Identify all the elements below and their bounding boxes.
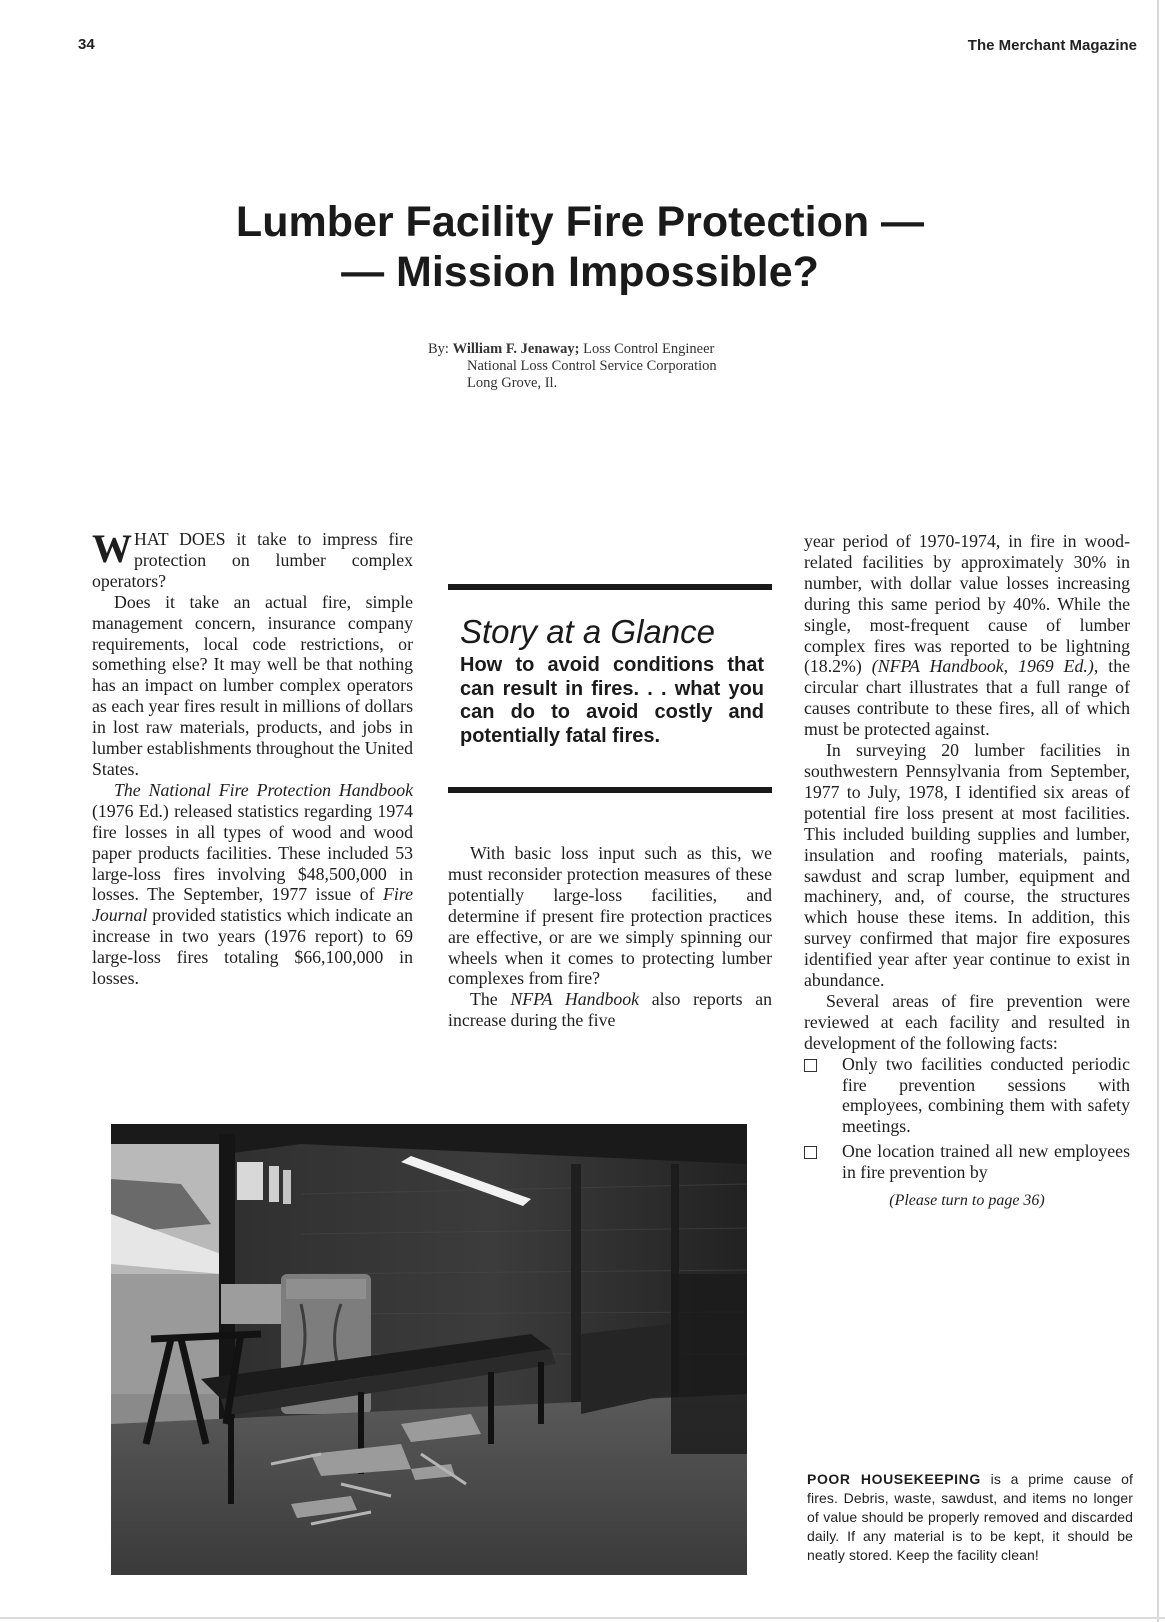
glance-title: Story at a Glance xyxy=(460,613,715,650)
article-title xyxy=(150,197,1010,297)
story-at-a-glance-box xyxy=(448,584,772,793)
body-column-2 xyxy=(448,843,772,1031)
paragraph: In surveying 20 lumber facilities in southwestern Pennsylvania from September, 1977 to July, 1978, I identified six areas of potential fire loss present at most facilities. This included building supplies and lumber, insulation and roofing materials, paints, sawdust and scrap lumber, equipment and machinery, and, of course, the structures which house these items. In addition, this survey confirmed that major fire exposures identified year after year continue to exist in abundance. xyxy=(804,740,1130,991)
facts-list xyxy=(804,1054,1130,1183)
paragraph xyxy=(92,780,413,989)
publication-title: Fire Journal xyxy=(92,884,413,926)
page-edge xyxy=(1157,0,1159,1622)
caption-text: is a prime cause of fires. Debris, waste, sawdust, and items no longer of value should be properly removed and discarded daily. If any material is to be kept, it should be neatly stored. Keep the facility clean! xyxy=(807,1471,1133,1563)
list-item-text: One location trained all new employees in fire prevention by xyxy=(842,1141,1130,1183)
paragraph: Does it take an actual fire, simple management concern, insurance company requirements, local code restrictions, or something else? It may well be that nothing has an impact on lumber complex operators as each year fires result in millions of dollars in lost raw materials, products, and jobs in lumber establishments throughout the United States. xyxy=(92,591,414,779)
photo-caption xyxy=(807,1470,1133,1565)
running-head: The Merchant Magazine xyxy=(967,37,1137,54)
byline-role: Loss Control Engineer xyxy=(579,341,715,357)
checkbox-bullet-icon xyxy=(804,1059,817,1072)
byline-prefix: By: xyxy=(428,341,453,357)
byline-location: Long Grove, Il. xyxy=(467,375,558,391)
list-item xyxy=(804,1141,1130,1183)
paragraph-text: HAT DOES it take to impress fire protection on lumber complex operators? xyxy=(92,529,413,591)
paragraph-text: , the circular chart illustrates that a full range of causes contribute to these fires, all of which must be protected against. xyxy=(804,656,1130,740)
drop-cap: W xyxy=(92,526,132,571)
paragraph-text: The xyxy=(470,989,511,1010)
publication-title: NFPA Handbook xyxy=(510,989,640,1010)
warehouse-photo-illustration xyxy=(111,1124,747,1575)
publication-title: (NFPA Handbook, 1969 Ed.) xyxy=(871,656,1094,677)
caption-lead: POOR HOUSEKEEPING xyxy=(807,1471,981,1487)
paragraph xyxy=(804,531,1130,740)
paragraph xyxy=(92,526,413,592)
title-line-1: Lumber Facility Fire Protection — xyxy=(235,198,925,246)
byline-author: William F. Jenaway; xyxy=(452,341,580,357)
body-column-3 xyxy=(804,531,1130,1212)
glance-text: How to avoid conditions that can result in fires. . . what you can do to avoid costly and potentially fatal fires. xyxy=(460,654,764,747)
publication-title: The National Fire Protection Handbook xyxy=(114,779,413,800)
paragraph-text: year period of 1970-1974, in fire in wood-related facilities by approximately 30% in number, with dollar value losses increasing during this same period by 40%. While the single, most-frequent cause of lumber complex fires was reported to be lightning (18.2%) xyxy=(804,531,1130,677)
warehouse-photo xyxy=(111,1124,747,1575)
paragraph-text: provided statistics which indicate an increase in two years (1976 report) to 69 large-loss fires totaling $66,100,000 in losses. xyxy=(92,905,413,989)
paragraph-text: also reports an increase during the five xyxy=(448,989,772,1031)
page-edge xyxy=(0,1617,1165,1619)
paragraph-text: (1976 Ed.) released statistics regarding 1974 fire losses in all types of wood and wood paper products facilities. These included 53 large-loss fires involving $48,500,000 in losses. The September, 1977 issue of xyxy=(92,800,413,905)
paragraph: Several areas of fire prevention were reviewed at each facility and resulted in development of the following facts: xyxy=(804,990,1130,1053)
page-number: 34 xyxy=(78,36,95,53)
title-line-2: — Mission Impossible? xyxy=(341,248,819,296)
byline-company: National Loss Control Service Corporation xyxy=(467,358,717,374)
checkbox-bullet-icon xyxy=(804,1146,817,1159)
list-item xyxy=(804,1054,1130,1138)
list-item-text: Only two facilities conducted periodic fire prevention sessions with employees, combining them with safety meetings. xyxy=(842,1053,1130,1137)
paragraph xyxy=(448,989,772,1031)
paragraph: With basic loss input such as this, we must reconsider protection measures of these potentially large-loss facilities, and determine if present fire protection practices are effective, or are we simply spinning our wheels when it comes to protecting lumber complexes from fire? xyxy=(448,843,772,989)
continued-note: (Please turn to page 36) xyxy=(889,1192,1045,1210)
body-column-1 xyxy=(92,526,414,989)
byline xyxy=(428,341,848,392)
